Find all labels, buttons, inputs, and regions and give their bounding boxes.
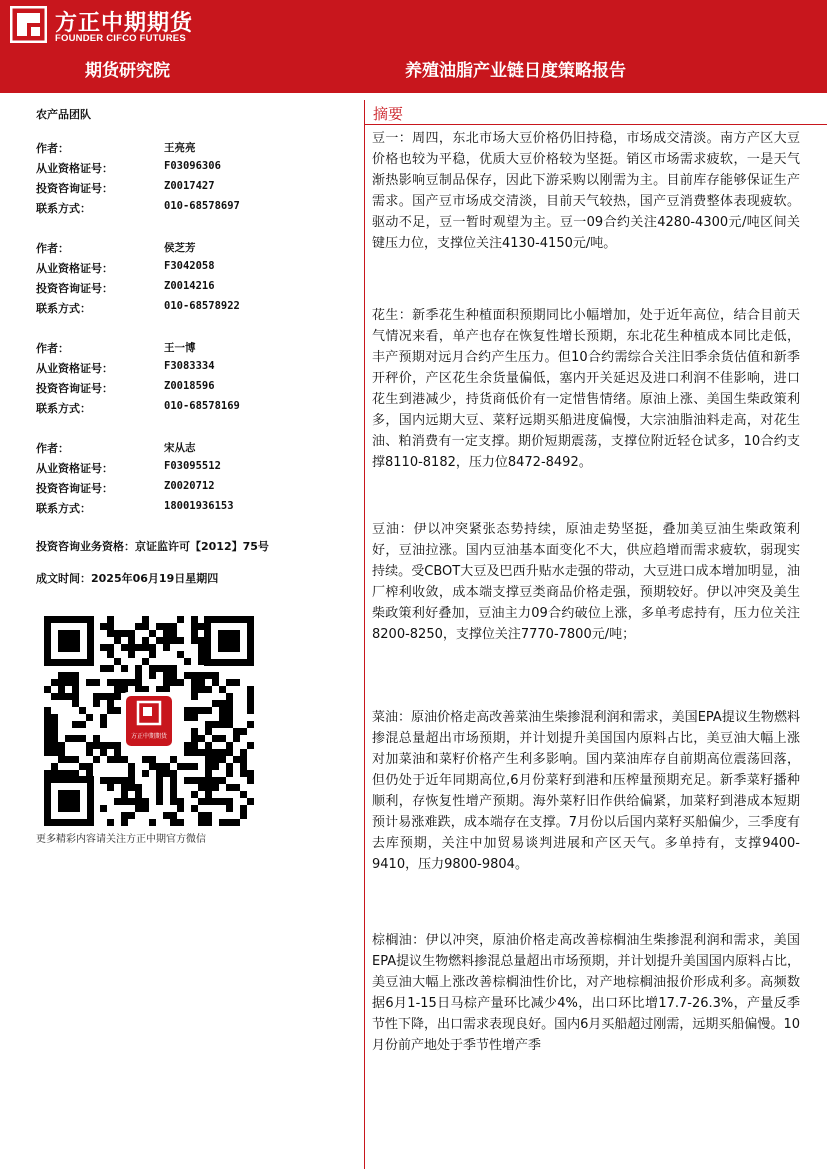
contact-label: 联系方式：: [36, 302, 91, 315]
author-card: [36, 440, 336, 520]
advisory-label: 投资咨询证号：: [36, 482, 113, 495]
column-divider: [364, 100, 365, 1169]
advisory-number: Z0014216: [164, 280, 215, 292]
license-number: F03096306: [164, 160, 221, 172]
author-card: [36, 340, 336, 420]
wechat-qr-code[interactable]: [40, 612, 258, 830]
author-card: [36, 140, 336, 220]
page-header: [0, 0, 827, 93]
author-name: 王一博: [164, 342, 196, 354]
department-label: 期货研究院: [85, 61, 170, 81]
contact-label: 联系方式：: [36, 402, 91, 415]
license-number: F3042058: [164, 260, 215, 272]
contact-label: 联系方式：: [36, 202, 91, 215]
license-label: 从业资格证号：: [36, 462, 113, 475]
license-number: F3083334: [164, 360, 215, 372]
contact-phone: 010-68578169: [164, 400, 240, 412]
summary-paragraph-peanut: 花生：新季花生种植面积预期同比小幅增加，处于近年高位，结合目前天气情况来看，单产也存在恢复性增长预期，东北花生种植成本同比走低，丰产预期对远月合约产生压力。但10合约需综合关注旧季余货估值和新季开秤价，产区花生余货量偏低，塞内开关延迟及进口利润不佳影响，进口花生到港减少，持货商低价有一定惜售情绪。原油上涨、美国生柴政策利多，国内远期大豆、菜籽远期买船进度偏慢，大宗油脂油料走高，对花生油、粕消费有一定支撑。期价短期震荡，支撑位附近轻仓试多，10合约支撑8110-8182，压力位8472-8492。: [372, 308, 800, 470]
author-card: [36, 240, 336, 320]
summary-paragraph-soybean-oil: 豆油：伊以冲突紧张态势持续，原油走势坚挺，叠加美豆油生柴政策利好，豆油拉涨。国内豆油基本面变化不大，供应趋增而需求疲软，弱现实持续。受CBOT大豆及巴西升贴水走强的带动，大豆进口成本增加明显，油厂榨利收敛，成本端支撑豆类商品价格走强，预期较好。伊以冲突及美生柴政策利好叠加，豆油主力09合约破位上涨，多单考虑持有，压力位关注8200-8250，支撑位关注7770-7800元/吨；: [372, 522, 800, 642]
contact-label: 联系方式：: [36, 502, 91, 515]
advisory-label: 投资咨询证号：: [36, 282, 113, 295]
logo-english-text: FOUNDER CIFCO FUTURES: [55, 33, 186, 44]
advisory-number: Z0018596: [164, 380, 215, 392]
qr-caption: 更多精彩内容请关注方正中期官方微信: [36, 834, 206, 845]
license-label: 从业资格证号：: [36, 362, 113, 375]
summary-heading: 摘要: [373, 105, 404, 123]
team-label: 农产品团队: [36, 108, 91, 121]
author-label: 作者：: [36, 342, 69, 355]
author-label: 作者：: [36, 442, 69, 455]
founder-logo-icon: [10, 6, 47, 43]
advisory-label: 投资咨询证号：: [36, 182, 113, 195]
license-label: 从业资格证号：: [36, 262, 113, 275]
license-number: F03095512: [164, 460, 221, 472]
license-label: 从业资格证号：: [36, 162, 113, 175]
advisory-number: Z0017427: [164, 180, 215, 192]
logo-text: 方正中期期货: [55, 11, 194, 36]
advisory-label: 投资咨询证号：: [36, 382, 113, 395]
contact-phone: 010-68578697: [164, 200, 240, 212]
contact-phone: 010-68578922: [164, 300, 240, 312]
author-label: 作者：: [36, 142, 69, 155]
summary-paragraph-palm-oil: 棕榈油：伊以冲突，原油价格走高改善棕榈油生柴掺混利润和需求，美国EPA提议生物燃料掺混总量超出市场预期，并计划提升美国国内原料占比，美豆油大幅上涨改善棕榈油性价比，对产地棕榈油报价形成利多。高频数据6月1-15日马棕产量环比减少4%，出口环比增17.7-26.3%，产量反季节性下降，出口需求表现良好。国内6月买船超过刚需，远期买船偏慢。10月份前产地处于季节性增产季: [372, 933, 800, 1053]
author-label: 作者：: [36, 242, 69, 255]
qr-logo-label: 方正中期期货: [130, 733, 168, 740]
advisory-number: Z0020712: [164, 480, 215, 492]
author-name: 王亮亮: [164, 142, 196, 154]
qualification-text: 投资咨询业务资格：京证监许可【2012】75号: [36, 540, 269, 553]
author-name: 宋从志: [164, 442, 196, 454]
contact-phone: 18001936153: [164, 500, 234, 512]
author-name: 侯芝芳: [164, 242, 196, 254]
summary-paragraph-rapeseed-oil: 菜油：原油价格走高改善菜油生柴掺混利润和需求，美国EPA提议生物燃料掺混总量超出市场预期，并计划提升美国国内原料占比，美豆油大幅上涨对加菜油和菜籽价格产生利多影响。国内菜油库存自前期高位震荡回落，但仍处于近年同期高位,6月份菜籽到港和压榨量预期充足。新季菜籽播种顺利，存恢复性增产预期。海外菜籽旧作供给偏紧，加菜籽到港成本短期预计易涨难跌，成本端存在支撑。7月份以后国内菜籽买船偏少，三季度有去库预期，关注中加贸易谈判进展和产区天气。多单持有，支撑9400-9410，压力9800-9804。: [372, 710, 800, 872]
summary-paragraph-soybean: 豆一：周四，东北市场大豆价格仍旧持稳，市场成交清淡。南方产区大豆价格也较为平稳，优质大豆价格较为坚挺。销区市场需求疲软，一是天气渐热影响豆制品保存，因此下游采购以刚需为主。目前库存能够保证生产需求。国产豆市场成交清淡，目前天气较热，国产豆消费整体表现疲软。驱动不足，豆一暂时观望为主。豆一09合约关注4280-4300元/吨区间关键压力位，支撑位关注4130-4150元/吨。: [372, 131, 800, 251]
report-title: 养殖油脂产业链日度策略报告: [405, 61, 626, 81]
report-date: 成文时间：2025年06月19日星期四: [36, 572, 219, 585]
summary-rule: [365, 124, 827, 125]
